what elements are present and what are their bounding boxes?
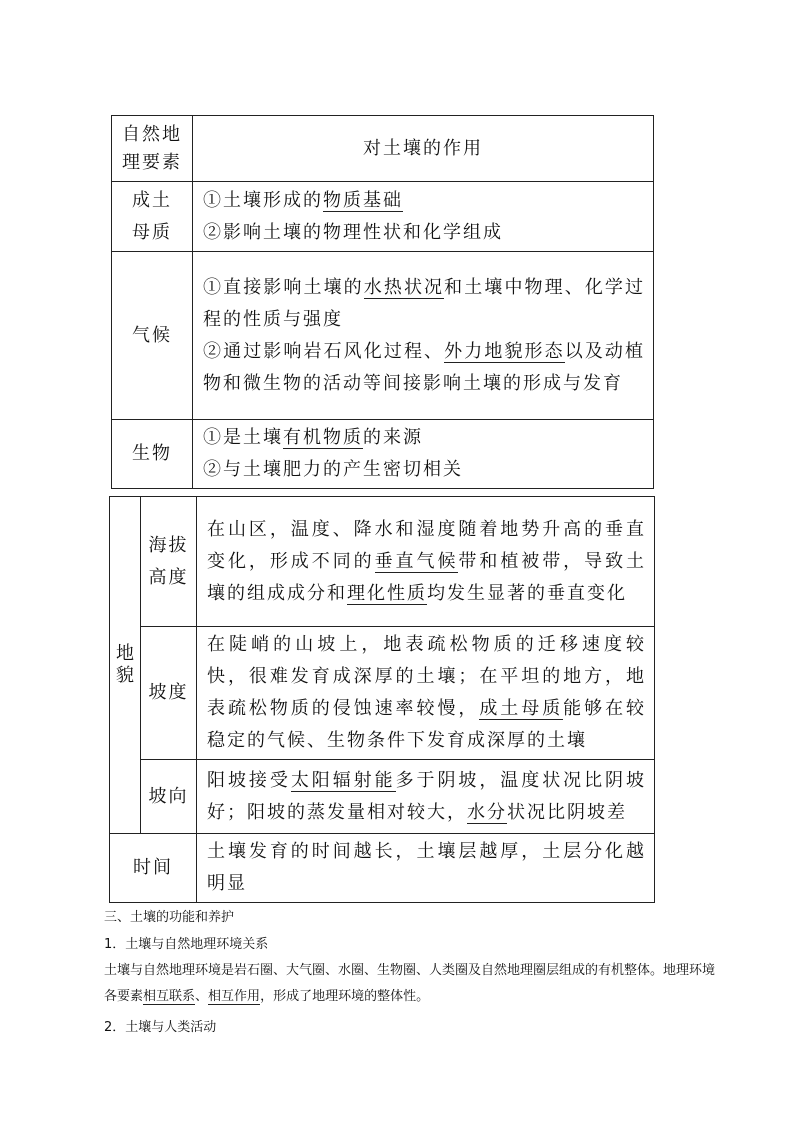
effect-paragraph: 土壤发育的时间越长，土壤层越厚，土层分化越明显 — [207, 841, 646, 894]
header-effect: 对土壤的作用 — [363, 137, 483, 159]
effect-paragraph — [203, 336, 645, 400]
effect-cell — [197, 497, 655, 627]
effect-text: 阳坡接受 — [207, 769, 291, 791]
key-term: 太阳辐射能 — [290, 769, 396, 791]
key-term: 外力地貌形态 — [444, 340, 565, 362]
header-factor-cell — [112, 116, 193, 182]
effect-text: ①直接影响土壤的 — [203, 276, 364, 298]
body-paragraph — [104, 958, 724, 1010]
group-landform: 地貌 — [116, 643, 134, 686]
effect-cell — [197, 834, 655, 903]
effect-text: ②与土壤肥力的产生密切相关 — [203, 459, 463, 480]
key-term: 物质基础 — [323, 189, 403, 211]
paragraph-text: 、 — [195, 989, 209, 1004]
key-term: 相互联系 — [143, 989, 196, 1004]
effect-text: 状况比阴坡差 — [507, 801, 627, 823]
effect-cell — [197, 627, 655, 760]
paragraph-text: ，形成了地理环境的整体性。 — [260, 989, 430, 1004]
effect-line — [203, 185, 645, 217]
factor-cell — [112, 182, 193, 252]
effect-text: 的来源 — [363, 427, 423, 448]
effect-text: 带和植被带，导致土壤的组成成分和 — [207, 550, 647, 604]
factor-cell — [112, 420, 193, 489]
effect-text: ②影响土壤的物理性状和化学组成 — [203, 221, 503, 243]
section-heading: 三、土壤的功能和养护 — [104, 910, 235, 925]
paragraph-text: 土壤与自然地理环境是岩石圈、大气圈、水圈、生物圈、人类圈及自然地理圈层组成的有机整体。地理环境各要素 — [104, 963, 716, 1004]
landform-table — [109, 496, 655, 903]
effect-text: 和土壤中物理、化学过程的性质与强度 — [203, 276, 646, 330]
key-term: 理化性质 — [347, 582, 427, 604]
effect-text: 在陡峭的山坡上，地表疏松物质的迁移速度较快，很难发育成深厚的土壤；在平坦的地方，地表疏松物质的侵蚀速率较慢， — [207, 634, 646, 719]
sub-factor-altitude: 海拔高度 — [148, 534, 189, 588]
effect-paragraph — [207, 629, 646, 757]
key-term: 成土母质 — [479, 698, 564, 719]
effect-paragraph — [207, 765, 646, 829]
key-term: 有机物质 — [283, 427, 363, 448]
effect-cell — [193, 182, 654, 252]
effect-line — [203, 217, 645, 249]
effect-text: ①是土壤 — [203, 427, 283, 448]
key-term: 水热状况 — [363, 276, 445, 298]
key-term: 相互作用 — [208, 989, 261, 1004]
sub-factor-cell — [141, 760, 197, 834]
effect-line — [203, 422, 645, 454]
header-factor: 自然地理要素 — [122, 123, 182, 173]
effect-text: ②通过影响岩石风化过程、 — [203, 340, 445, 362]
subsection-heading: 2．土壤与人类活动 — [104, 1020, 217, 1035]
key-term: 水分 — [467, 801, 507, 823]
key-term: 垂直气候 — [374, 550, 459, 572]
factor-climate: 气候 — [132, 324, 172, 346]
subsection-heading: 1．土壤与自然地理环境关系 — [104, 937, 269, 952]
sub-factor-cell — [141, 627, 197, 760]
group-cell — [110, 497, 141, 834]
effect-text: ①土壤形成的 — [203, 189, 323, 211]
factor-cell — [112, 252, 193, 420]
effect-line — [203, 454, 645, 486]
effect-paragraph — [207, 514, 646, 610]
factor-parent-material: 成土母质 — [132, 189, 172, 243]
effect-cell — [193, 420, 654, 489]
soil-factors-table — [111, 115, 654, 489]
effect-text: 均发生显著的垂直变化 — [427, 582, 627, 604]
factor-cell — [110, 834, 197, 903]
effect-cell — [193, 252, 654, 420]
effect-text: 以及动植物和微生物的活动等间接影响土壤的形成与发育 — [203, 340, 646, 394]
sub-factor-aspect: 坡向 — [148, 785, 189, 807]
factor-biology: 生物 — [132, 443, 172, 464]
effect-cell — [197, 760, 655, 834]
factor-time: 时间 — [133, 857, 173, 878]
effect-text: 多于阴坡，温度状况比阴坡好；阳坡的蒸发量相对较大， — [207, 769, 647, 823]
header-effect-cell — [193, 116, 654, 182]
sub-factor-slope: 坡度 — [148, 682, 189, 703]
effect-text: 能够在较稳定的气候、生物条件下发育成深厚的土壤 — [207, 698, 647, 751]
effect-text: 在山区，温度、降水和湿度随着地势升高的垂直变化，形成不同的 — [207, 518, 646, 572]
effect-paragraph — [203, 272, 645, 336]
sub-factor-cell — [141, 497, 197, 627]
